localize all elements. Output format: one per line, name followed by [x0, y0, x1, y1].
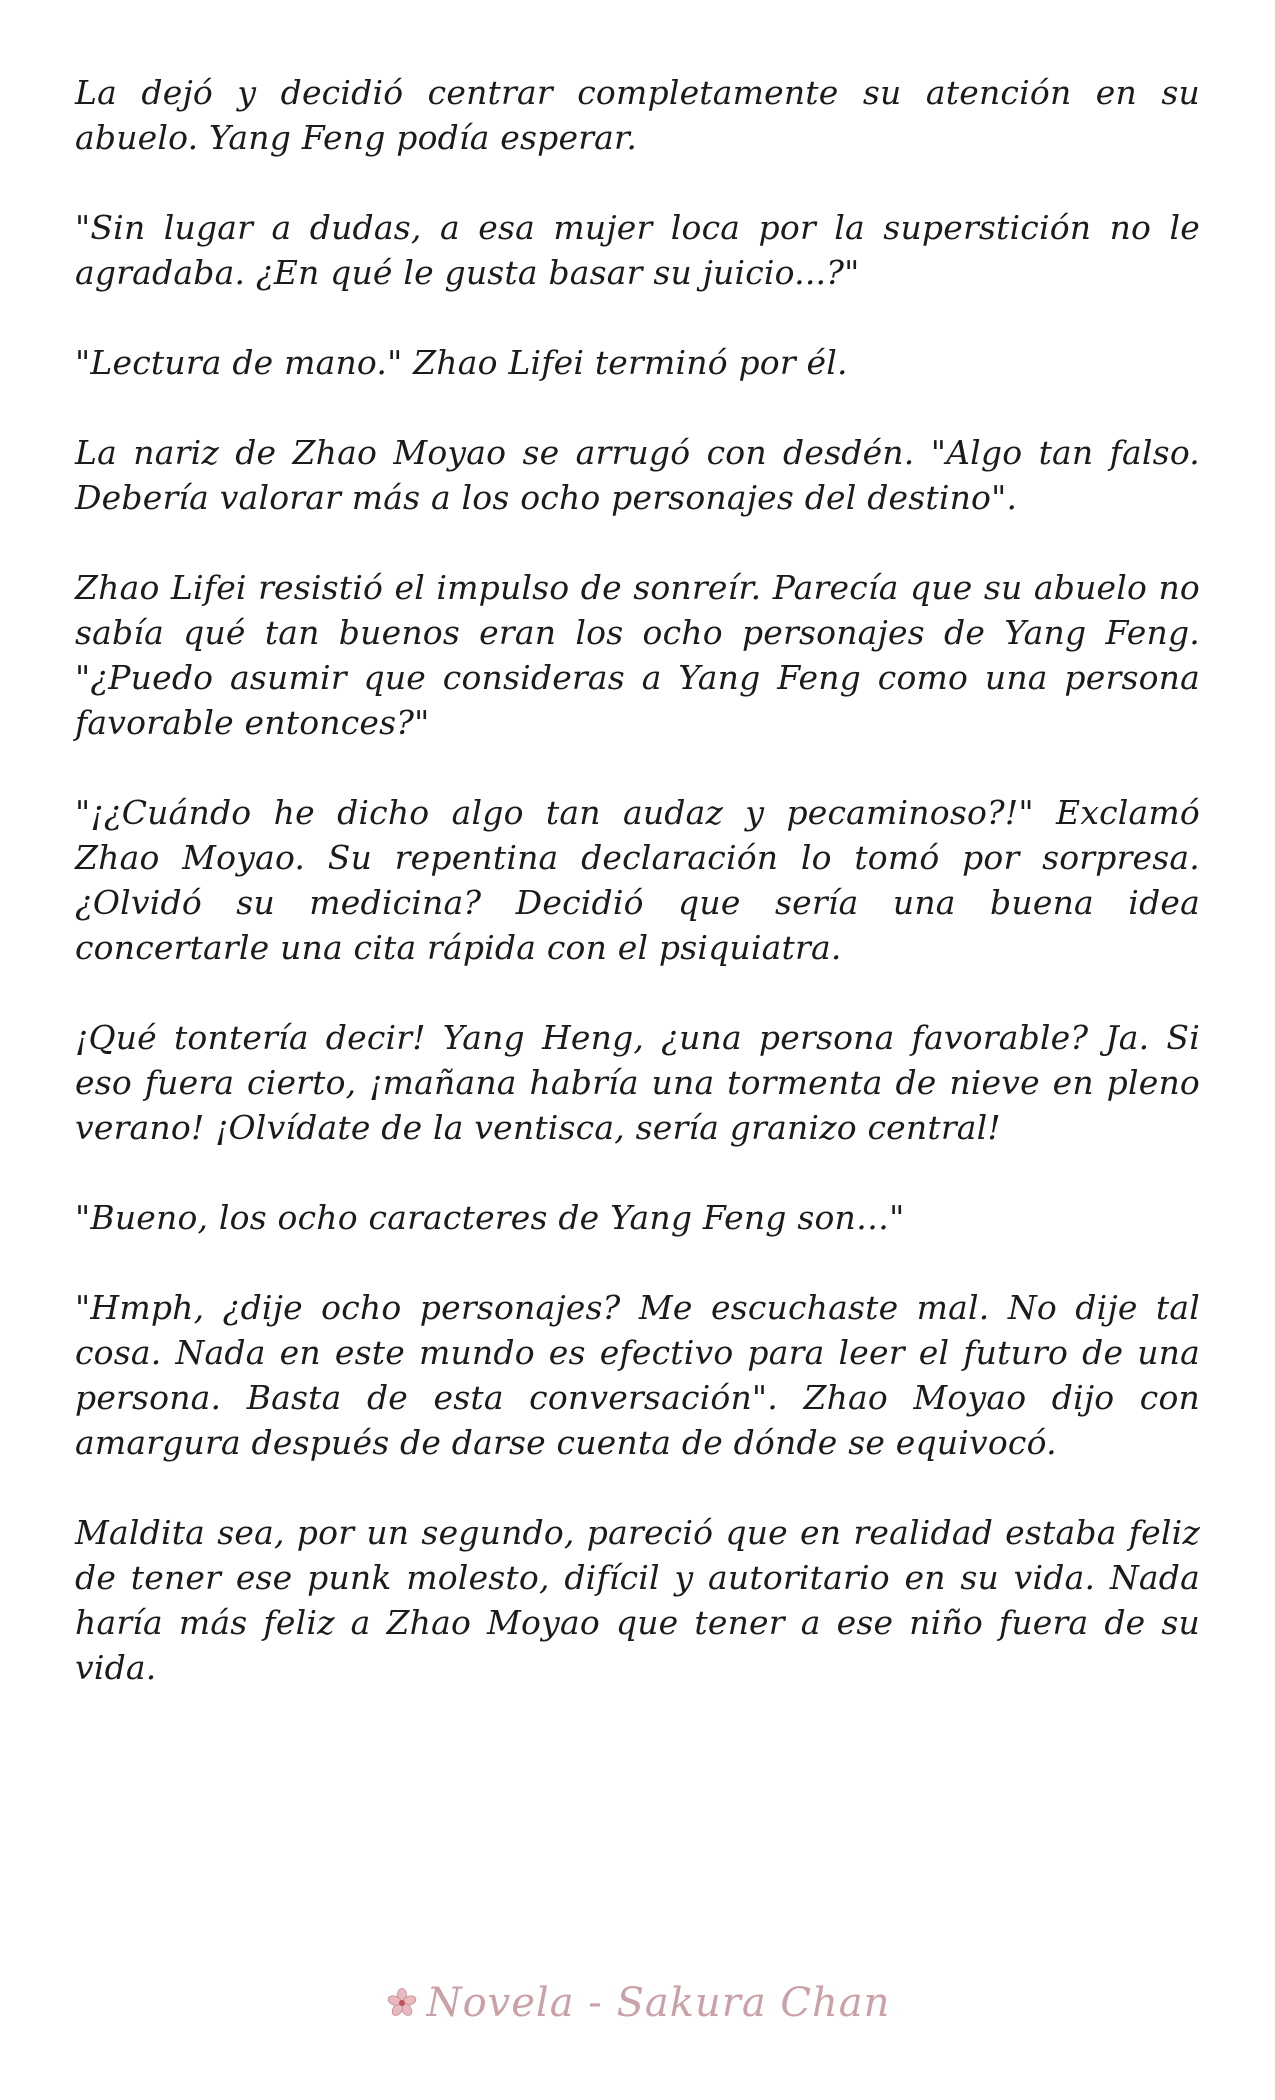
watermark-text: Novela - Sakura Chan — [426, 1980, 891, 2026]
paragraph-9: "Hmph, ¿dije ocho personajes? Me escuchaste mal. No dije tal cosa. Nada en este mundo es efectivo para leer el futuro de una persona. Basta de esta conversación". Zhao Moyao dijo con amargura después de darse cuenta de dónde se equivocó. — [75, 1288, 1200, 1462]
paragraph-3: "Lectura de mano." Zhao Lifei terminó por él. — [75, 343, 848, 382]
sakura-blossom-icon — [385, 1986, 419, 2020]
paragraph-8: "Bueno, los ocho caracteres de Yang Feng son…" — [75, 1198, 905, 1237]
watermark — [0, 1980, 1275, 2026]
paragraph-6: "¡¿Cuándo he dicho algo tan audaz y pecaminoso?!" Exclamó Zhao Moyao. Su repentina declaración lo tomó por sorpresa. ¿Olvidó su medicina? Decidió que sería una buena idea concertarle una cita rápida con el psiquiatra. — [75, 793, 1200, 967]
paragraph-5: Zhao Lifei resistió el impulso de sonreír. Parecía que su abuelo no sabía qué tan buenos eran los ocho personajes de Yang Feng. "¿Puedo asumir que consideras a Yang Feng como una persona favorable entonces?" — [75, 568, 1200, 742]
paragraph-1: La dejó y decidió centrar completamente su atención en su abuelo. Yang Feng podía esperar. — [75, 73, 1200, 157]
paragraph-10: Maldita sea, por un segundo, pareció que en realidad estaba feliz de tener ese punk molesto, difícil y autoritario en su vida. Nada haría más feliz a Zhao Moyao que tener a ese niño fuera de su vida. — [75, 1513, 1200, 1687]
paragraph-7: ¡Qué tontería decir! Yang Heng, ¿una persona favorable? Ja. Si eso fuera cierto, ¡mañana habría una tormenta de nieve en pleno verano! ¡Olvídate de la ventisca, sería granizo central! — [75, 1018, 1200, 1147]
paragraph-2: "Sin lugar a dudas, a esa mujer loca por la superstición no le agradaba. ¿En qué le gusta basar su juicio...?" — [75, 208, 1200, 292]
paragraph-4: La nariz de Zhao Moyao se arrugó con desdén. "Algo tan falso. Debería valorar más a los ocho personajes del destino". — [75, 433, 1200, 517]
story-text — [75, 70, 1200, 1735]
